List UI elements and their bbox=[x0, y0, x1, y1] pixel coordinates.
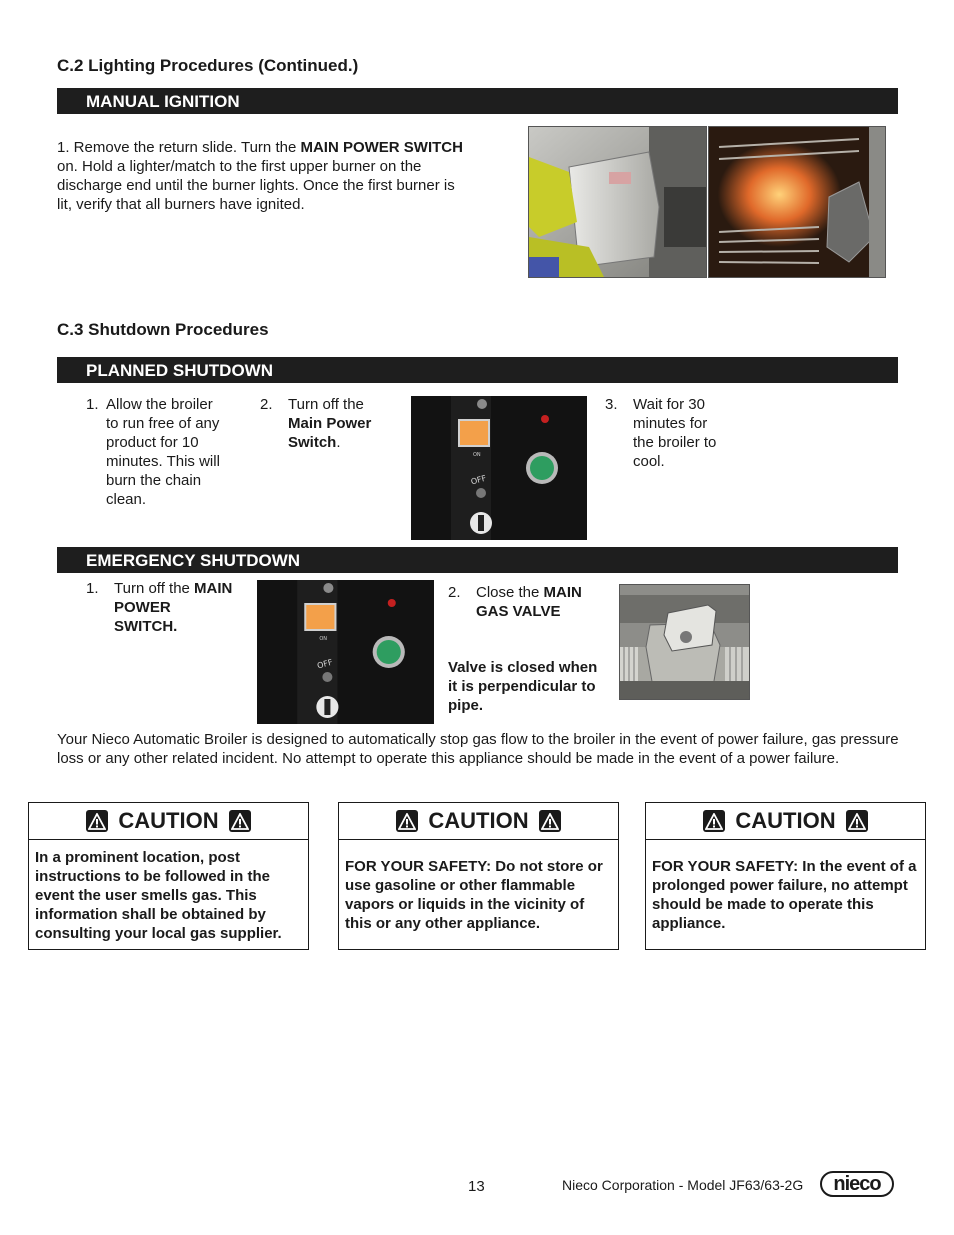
planned-step1-text: Allow the broiler to run free of any product for 10 minutes. This will burn the chain clean. bbox=[106, 396, 220, 508]
nieco-logo bbox=[820, 1171, 894, 1197]
photo-control-panel-emergency bbox=[257, 580, 434, 724]
planned-shutdown-bar bbox=[57, 357, 898, 383]
planned-step2-number: 2. bbox=[260, 396, 273, 413]
caution-box-flammables bbox=[338, 802, 619, 950]
caution-title: CAUTION bbox=[118, 808, 219, 833]
switch-on-label: ON bbox=[319, 636, 328, 642]
caution-title: CAUTION bbox=[428, 808, 529, 833]
planned-step2-prefix: Turn off the bbox=[288, 396, 364, 413]
caution-text: FOR YOUR SAFETY: Do not store or use gasoline or other flammable vapors or liquids in the vicinity of this or any other appliance. bbox=[345, 858, 603, 932]
warning-triangle-icon bbox=[229, 810, 251, 832]
planned-step1-number: 1. bbox=[86, 396, 99, 413]
manual-ignition-bar bbox=[57, 88, 898, 114]
planned-step3-text: Wait for 30 minutes for the broiler to cool. bbox=[633, 396, 717, 470]
caution-box-gas-smell bbox=[28, 802, 309, 950]
photo-control-panel-planned bbox=[411, 396, 587, 540]
section-heading-c2: C.2 Lighting Procedures (Continued.) bbox=[57, 56, 359, 75]
caution-header bbox=[646, 803, 925, 840]
nieco-logo-text: nieco bbox=[833, 1173, 881, 1195]
emergency-step2-text bbox=[476, 583, 586, 621]
page-number: 13 bbox=[468, 1178, 485, 1195]
planned-step2-text bbox=[288, 395, 388, 452]
switch-on-label: ON bbox=[473, 452, 481, 458]
emergency-step1-text bbox=[114, 579, 238, 636]
section-heading-c3: C.3 Shutdown Procedures bbox=[57, 320, 269, 339]
switch-off-label: OFF bbox=[316, 657, 334, 671]
emergency-step2-number: 2. bbox=[448, 584, 461, 601]
caution-title: CAUTION bbox=[735, 808, 836, 833]
planned-step2-suffix: . bbox=[336, 434, 341, 451]
caution-header bbox=[339, 803, 618, 840]
planned-step3-number: 3. bbox=[605, 396, 618, 413]
manual-ignition-text-a: 1. Remove the return slide. Turn the bbox=[57, 139, 301, 156]
footer-corporation: Nieco Corporation - Model JF63/63-2G bbox=[562, 1177, 804, 1193]
caution-text: FOR YOUR SAFETY: In the event of a prolonged power failure, no attempt should be made to operate this appliance. bbox=[652, 858, 917, 932]
caution-header bbox=[29, 803, 308, 840]
photo-remove-return-slide bbox=[528, 126, 707, 278]
emergency-step2-prefix: Close the bbox=[476, 584, 544, 601]
caution-text: In a prominent location, post instructions to be followed in the event the user smells gas. This information shall be obtained by consulting your local gas supplier. bbox=[35, 849, 282, 942]
photo-burner-ignited bbox=[708, 126, 886, 278]
warning-triangle-icon bbox=[539, 810, 561, 832]
warning-triangle-icon bbox=[846, 810, 868, 832]
manual-ignition-step bbox=[57, 138, 465, 214]
warning-triangle-icon bbox=[396, 810, 418, 832]
emergency-step2-bold: MAIN GAS VALVE bbox=[476, 584, 582, 620]
warning-triangle-icon bbox=[703, 810, 725, 832]
valve-closed-note: Valve is closed when it is perpendicular to pipe. bbox=[448, 659, 598, 714]
automatic-shutdown-notice: Your Nieco Automatic Broiler is designed to automatically stop gas flow to the broiler in the event of power failure, gas pressure loss or any other related incident. No attempt to operate this appliance should be made in the event of a power failure. bbox=[57, 731, 899, 767]
emergency-step1-prefix: Turn off the bbox=[114, 580, 195, 597]
emergency-step1-number: 1. bbox=[86, 580, 99, 597]
caution-box-power-failure bbox=[645, 802, 926, 950]
manual-ignition-title: MANUAL IGNITION bbox=[86, 92, 240, 111]
switch-off-label: OFF bbox=[469, 473, 488, 487]
main-power-switch-label: MAIN POWER SWITCH bbox=[300, 139, 463, 156]
planned-step2-bold: Main Power Switch bbox=[288, 415, 372, 451]
photo-gas-valve bbox=[619, 584, 750, 700]
emergency-step1-bold: MAIN POWER SWITCH. bbox=[114, 580, 233, 635]
emergency-shutdown-bar bbox=[57, 547, 898, 573]
manual-ignition-text-b: on. Hold a lighter/match to the first upper burner on the discharge end until the burner lights. Once the first burner is lit, verify that all burners have ignited. bbox=[57, 158, 455, 213]
planned-shutdown-title: PLANNED SHUTDOWN bbox=[86, 361, 273, 380]
warning-triangle-icon bbox=[86, 810, 108, 832]
emergency-shutdown-title: EMERGENCY SHUTDOWN bbox=[86, 551, 301, 570]
